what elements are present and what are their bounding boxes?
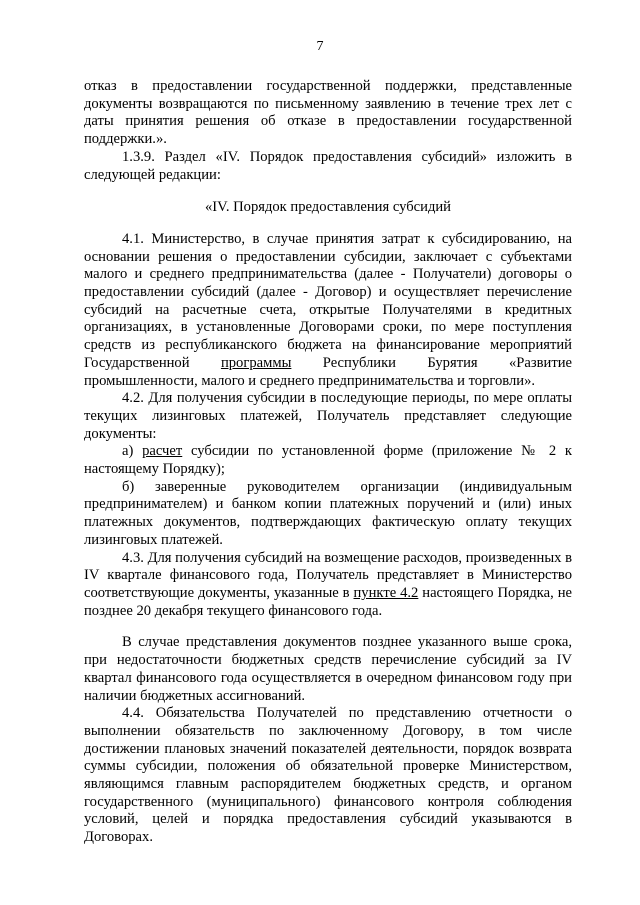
paragraph-4-1 [84,231,572,390]
paragraph-4-2: 4.2. Для получения субсидии в последующие периоды, по мере оплаты текущих лизинговых платежей, Получатель представляет следующие документы: [84,390,572,442]
paragraph-1-3-9: 1.3.9. Раздел «IV. Порядок предоставления субсидий» изложить в следующей редакции: [84,148,572,183]
clause-4-2-link[interactable]: пункте 4.2 [353,584,419,601]
paragraph-4-1-text-a: 4.1. Министерство, в случае принятия затрат к субсидированию, на основании решения о предоставлении субсидии, заключает с субъектами малого и среднего предпринимательства (далее - Получатели) договоры о предоставлении субсидий (далее - Договор) и осуществляет перечисление субсидий на расчетные счета, открытые Получателями в кредитных организациях, в установленные Договорами сроки, по мере поступления средств из республиканского бюджета на финансирование мероприятий Государственной [84,230,572,371]
paragraph-4-3-text-a: 4.3. Для получения субсидий на возмещение расходов, произведенных в IV квартале финансового года, Получатель представляет в Министерство соответствующие документы, указанные в [84,549,572,601]
paragraph-4-3 [84,550,572,621]
section-heading: «IV. Порядок предоставления субсидий [205,199,451,216]
document-body [84,78,572,847]
paragraph-refusal-continuation: отказ в предоставлении государственной поддержки, представленные документы возвращаются по письменному заявлению в течение трех лет с даты принятия решения об отказе в предоставлении государственной поддержки.». [84,78,572,148]
paragraph-4-1-text-b: Республики Бурятия «Развитие промышленности, малого и среднего предпринимательства и торговли». [84,354,572,389]
item-a-text: субсидии по установленной форме (приложение № 2 к настоящему Порядку); [84,443,572,478]
page-number: 7 [316,39,324,54]
program-link[interactable]: программы [220,354,292,371]
item-a-marker: а) [122,443,134,460]
calculation-link[interactable]: расчет [142,443,183,460]
paragraph-4-4: 4.4. Обязательства Получателей по представлению отчетности о выполнении обязательств по заключенному Договору, в том числе достижении плановых значений показателей деятельности, порядок возврата суммы субсидии, положения об обязательной проверке Министерством, являющимся главным распорядителем бюджетных средств, и органом государственного (муниципального) финансового контроля соблюдения условий, целей и порядка предоставления субсидий указываются в Договорах. [84,705,572,846]
paragraph-4-2-a [84,443,572,478]
paragraph-late-submission: В случае представления документов позднее указанного выше срока, при недостаточности бюджетных средств перечисление субсидий за IV квартал финансового года осуществляется в очередном финансовом году при наличии бюджетных ассигнований. [84,634,572,704]
paragraph-4-2-b: б) заверенные руководителем организации (индивидуальным предпринимателем) и банком копии платежных поручений и (или) иных платежных документов, подтверждающих фактическую оплату текущих лизинговых платежей. [84,478,572,548]
paragraph-4-3-text-b: настоящего Порядка, не позднее 20 декабря текущего финансового года. [84,584,572,619]
